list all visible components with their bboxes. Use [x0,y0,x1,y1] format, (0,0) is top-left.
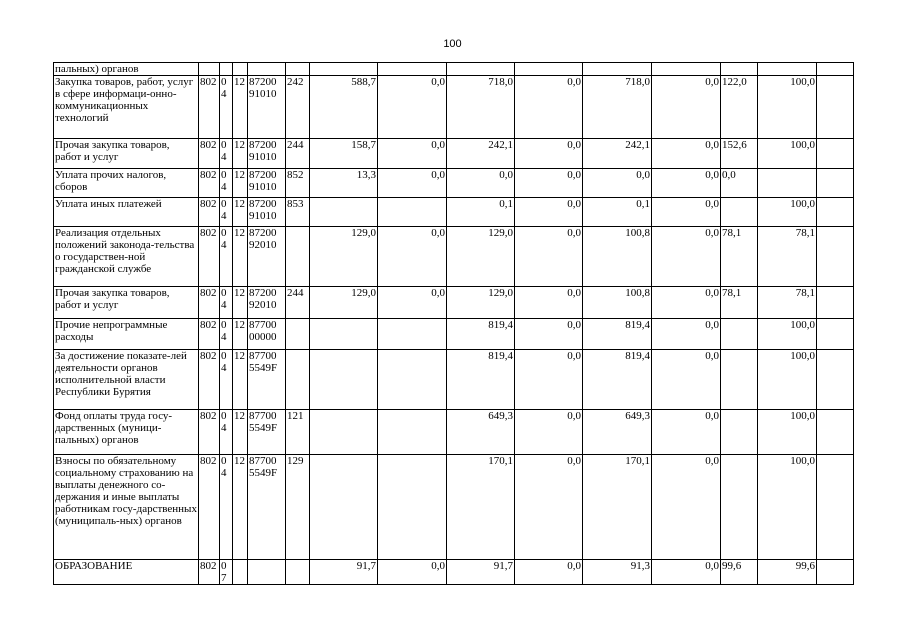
row-value-3: 819,4 [447,319,515,350]
row-code-admin: 802 [199,198,220,227]
row-value-2 [378,455,447,560]
row-value-5: 0,1 [583,198,652,227]
row-value-4: 0,0 [515,319,583,350]
row-value-1: 129,0 [310,227,378,287]
row-value-4: 0,0 [515,76,583,139]
row-extra [817,198,854,227]
row-percent-1: 122,0 [721,76,758,139]
row-code-section: 04 [220,319,233,350]
row-value-2: 0,0 [378,560,447,585]
row-value-3: 819,4 [447,350,515,410]
row-code-target [248,63,286,76]
row-value-1 [310,455,378,560]
row-name: ОБРАЗОВАНИЕ [54,560,199,585]
page-number: 100 [443,38,462,50]
row-percent-2: 100,0 [758,139,817,169]
row-code-subsection: 12 [233,287,248,319]
row-value-5: 100,8 [583,227,652,287]
row-code-subsection: 12 [233,350,248,410]
row-code-type: 852 [286,169,310,198]
row-value-3: 91,7 [447,560,515,585]
row-percent-2: 100,0 [758,410,817,455]
table-row [54,227,854,287]
row-value-3: 129,0 [447,287,515,319]
row-value-2 [378,63,447,76]
row-value-6: 0,0 [652,198,721,227]
row-value-4: 0,0 [515,410,583,455]
table-row [54,455,854,560]
row-code-admin: 802 [199,560,220,585]
row-value-1: 13,3 [310,169,378,198]
row-extra [817,63,854,76]
row-name: Уплата прочих налогов, сборов [54,169,199,198]
row-value-5: 649,3 [583,410,652,455]
row-code-type: 129 [286,455,310,560]
table-row [54,169,854,198]
row-code-admin: 802 [199,410,220,455]
row-code-type [286,63,310,76]
row-value-6: 0,0 [652,139,721,169]
row-code-target [248,560,286,585]
row-code-section: 07 [220,560,233,585]
row-value-6: 0,0 [652,287,721,319]
row-value-6: 0,0 [652,350,721,410]
row-value-5: 819,4 [583,350,652,410]
row-value-5: 242,1 [583,139,652,169]
row-value-4: 0,0 [515,350,583,410]
row-code-subsection [233,560,248,585]
row-code-admin: 802 [199,227,220,287]
budget-table [53,62,854,585]
row-percent-2: 99,6 [758,560,817,585]
row-value-5: 91,3 [583,560,652,585]
row-code-section: 04 [220,198,233,227]
row-code-subsection: 12 [233,198,248,227]
row-percent-1 [721,63,758,76]
table-row [54,76,854,139]
row-code-target: 87200 91010 [248,169,286,198]
row-value-3: 649,3 [447,410,515,455]
row-value-2: 0,0 [378,169,447,198]
row-percent-2 [758,169,817,198]
row-code-admin: 802 [199,319,220,350]
row-percent-2: 78,1 [758,287,817,319]
row-value-4: 0,0 [515,287,583,319]
row-value-2 [378,410,447,455]
row-value-3 [447,63,515,76]
row-extra [817,227,854,287]
row-extra [817,319,854,350]
row-value-6 [652,63,721,76]
row-name: Прочая закупка товаров, работ и услуг [54,139,199,169]
row-extra [817,560,854,585]
row-code-section: 04 [220,287,233,319]
row-value-5 [583,63,652,76]
row-percent-1 [721,410,758,455]
row-value-1 [310,350,378,410]
row-code-type [286,319,310,350]
row-value-2 [378,198,447,227]
row-value-1 [310,63,378,76]
row-code-type: 853 [286,198,310,227]
table-row [54,63,854,76]
row-code-target: 87200 91010 [248,198,286,227]
row-value-4: 0,0 [515,455,583,560]
row-name: За достижение показате-лей деятельности органов исполнительной власти Республики Бурятия [54,350,199,410]
row-code-section: 04 [220,455,233,560]
row-value-4: 0,0 [515,227,583,287]
row-code-type: 244 [286,287,310,319]
row-code-admin: 802 [199,455,220,560]
row-percent-2: 100,0 [758,76,817,139]
row-code-target: 87200 91010 [248,76,286,139]
row-code-subsection: 12 [233,139,248,169]
row-value-3: 0,1 [447,198,515,227]
row-code-target: 87700 5549F [248,410,286,455]
row-code-subsection: 12 [233,76,248,139]
table-row [54,287,854,319]
row-name: Реализация отдельных положений законода-тельства о государствен-ной гражданской службе [54,227,199,287]
row-code-section: 04 [220,227,233,287]
row-code-admin: 802 [199,350,220,410]
row-value-3: 129,0 [447,227,515,287]
row-code-target: 87700 5549F [248,350,286,410]
row-name: Прочая закупка товаров, работ и услуг [54,287,199,319]
row-percent-1 [721,350,758,410]
row-value-3: 718,0 [447,76,515,139]
row-value-4: 0,0 [515,560,583,585]
row-percent-2: 100,0 [758,319,817,350]
row-name: Уплата иных платежей [54,198,199,227]
table-row [54,319,854,350]
row-code-admin: 802 [199,169,220,198]
row-value-2: 0,0 [378,76,447,139]
row-code-subsection: 12 [233,169,248,198]
row-value-4: 0,0 [515,139,583,169]
row-code-subsection: 12 [233,455,248,560]
row-value-4: 0,0 [515,169,583,198]
row-code-subsection: 12 [233,410,248,455]
row-code-admin [199,63,220,76]
row-value-2: 0,0 [378,287,447,319]
row-value-4 [515,63,583,76]
row-percent-1: 152,6 [721,139,758,169]
row-name: Закупка товаров, работ, услуг в сфере информаци-онно-коммуникационных технологий [54,76,199,139]
row-percent-1: 0,0 [721,169,758,198]
row-code-subsection: 12 [233,227,248,287]
row-extra [817,169,854,198]
row-value-5: 170,1 [583,455,652,560]
row-code-admin: 802 [199,76,220,139]
table-row [54,560,854,585]
row-value-6: 0,0 [652,560,721,585]
row-code-admin: 802 [199,139,220,169]
row-value-6: 0,0 [652,319,721,350]
row-value-6: 0,0 [652,410,721,455]
row-percent-2: 100,0 [758,198,817,227]
row-value-2: 0,0 [378,227,447,287]
row-value-1: 129,0 [310,287,378,319]
row-code-admin: 802 [199,287,220,319]
row-code-section [220,63,233,76]
row-value-1 [310,410,378,455]
row-extra [817,455,854,560]
row-name: Прочие непрограммные расходы [54,319,199,350]
row-value-1 [310,319,378,350]
row-value-3: 242,1 [447,139,515,169]
row-code-type [286,560,310,585]
row-code-section: 04 [220,76,233,139]
row-code-target: 87200 92010 [248,287,286,319]
table-row [54,198,854,227]
row-code-section: 04 [220,350,233,410]
row-percent-1 [721,455,758,560]
row-percent-1: 78,1 [721,287,758,319]
row-value-5: 718,0 [583,76,652,139]
row-value-2 [378,319,447,350]
row-value-5: 0,0 [583,169,652,198]
row-code-target: 87700 00000 [248,319,286,350]
table-row [54,350,854,410]
row-code-type: 244 [286,139,310,169]
row-name: Фонд оплаты труда госу-дарственных (муници-пальных) органов [54,410,199,455]
row-code-target: 87700 5549F [248,455,286,560]
row-value-1: 91,7 [310,560,378,585]
row-name: Взносы по обязательному социальному страхованию на выплаты денежного со-держания и иные выплаты работникам госу-дарственных (муниципаль-ных) органов [54,455,199,560]
row-value-2 [378,350,447,410]
row-value-6: 0,0 [652,227,721,287]
row-value-4: 0,0 [515,198,583,227]
row-code-target: 87200 91010 [248,139,286,169]
row-value-1: 158,7 [310,139,378,169]
row-code-section: 04 [220,410,233,455]
row-code-type: 242 [286,76,310,139]
row-code-section: 04 [220,139,233,169]
row-percent-1 [721,198,758,227]
row-value-5: 100,8 [583,287,652,319]
row-value-3: 170,1 [447,455,515,560]
row-percent-1: 99,6 [721,560,758,585]
row-code-type [286,227,310,287]
row-percent-2 [758,63,817,76]
row-value-1 [310,198,378,227]
row-code-section: 04 [220,169,233,198]
row-code-type [286,350,310,410]
row-name: пальных) органов [54,63,199,76]
row-extra [817,76,854,139]
table-row [54,410,854,455]
row-code-target: 87200 92010 [248,227,286,287]
row-value-6: 0,0 [652,169,721,198]
row-code-type: 121 [286,410,310,455]
row-percent-1 [721,319,758,350]
row-value-3: 0,0 [447,169,515,198]
table-row [54,139,854,169]
row-value-5: 819,4 [583,319,652,350]
row-value-1: 588,7 [310,76,378,139]
row-extra [817,139,854,169]
row-value-2: 0,0 [378,139,447,169]
row-code-subsection [233,63,248,76]
row-extra [817,287,854,319]
row-extra [817,350,854,410]
row-percent-2: 100,0 [758,350,817,410]
row-percent-2: 78,1 [758,227,817,287]
row-extra [817,410,854,455]
row-value-6: 0,0 [652,76,721,139]
row-code-subsection: 12 [233,319,248,350]
row-value-6: 0,0 [652,455,721,560]
row-percent-1: 78,1 [721,227,758,287]
row-percent-2: 100,0 [758,455,817,560]
